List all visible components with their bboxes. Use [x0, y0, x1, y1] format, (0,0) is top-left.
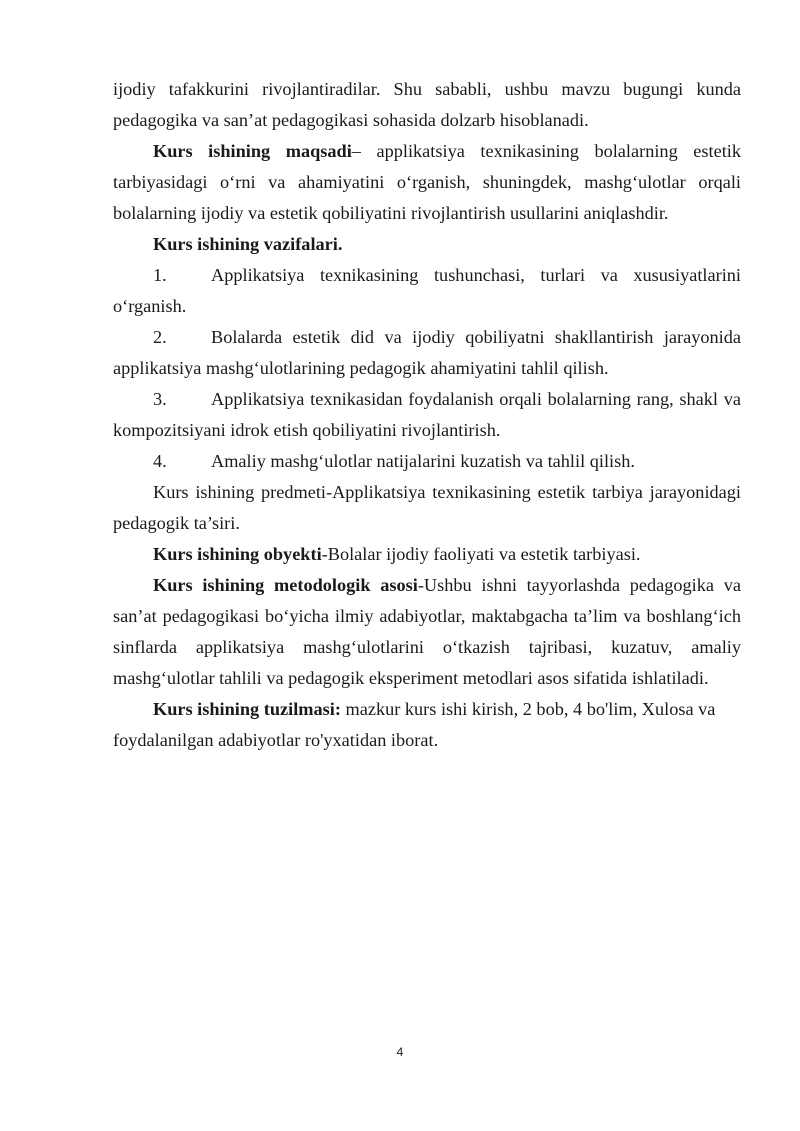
list-item-text: Bolalarda estetik did va ijodiy qobiliyatni shakllantirish jarayonida applikatsiya mashg‘ulotlarining pedagogik ahamiyatini tahlil qilish.	[113, 327, 741, 378]
list-item-number: 3.	[153, 389, 167, 409]
structure-text: mazkur kurs ishi kirish, 2 bob, 4 bo'lim, Xulosa va foydalanilgan adabiyotlar ro'yxatidan iborat.	[113, 699, 716, 750]
structure-label: Kurs ishining tuzilmasi:	[153, 699, 341, 719]
object-text: -Bolalar ijodiy faoliyati va estetik tarbiyasi.	[321, 544, 641, 564]
goal-label: Kurs ishining maqsadi	[153, 141, 352, 161]
document-page	[113, 74, 741, 756]
object-paragraph	[113, 539, 741, 570]
tasks-list	[113, 260, 741, 477]
list-item-number: 4.	[153, 451, 167, 471]
tasks-heading: Kurs ishining vazifalari.	[153, 234, 343, 254]
list-item-text: Applikatsiya texnikasidan foydalanish orqali bolalarning rang, shakl va kompozitsiyani idrok etish qobiliyatini rivojlantirish.	[113, 389, 741, 440]
object-label: Kurs ishining obyekti	[153, 544, 322, 564]
list-item	[113, 260, 741, 322]
list-item-text: Amaliy mashg‘ulotlar natijalarini kuzatish va tahlil qilish.	[211, 451, 635, 471]
list-item-number: 2.	[153, 327, 167, 347]
list-item	[113, 322, 741, 384]
list-item-text: Applikatsiya texnikasining tushunchasi, turlari va xususiyatlarini o‘rganish.	[113, 265, 741, 316]
list-item-number: 1.	[153, 265, 167, 285]
methodology-label: Kurs ishining metodologik asosi	[153, 575, 418, 595]
structure-paragraph	[113, 694, 741, 756]
intro-paragraph: ijodiy tafakkurini rivojlantiradilar. Shu sababli, ushbu mavzu bugungi kunda pedagogika va san’at pedagogikasi sohasida dolzarb hisoblanadi.	[113, 79, 741, 130]
page-number: 4	[396, 1045, 404, 1059]
goal-paragraph	[113, 136, 741, 229]
list-item	[113, 384, 741, 446]
methodology-paragraph	[113, 570, 741, 694]
methodology-text: -Ushbu ishni tayyorlashda pedagogika va san’at pedagogikasi bo‘yicha ilmiy adabiyotlar, maktabgacha ta’lim va boshlang‘ich sinflarda applikatsiya mashg‘ulotlarini o‘tkazish tajribasi, kuzatuv, amaliy mashg‘ulotlar tahlili va pedagogik eksperiment metodlari asos sifatida ishlatiladi.	[113, 575, 741, 688]
subject-paragraph: Kurs ishining predmeti-Applikatsiya texnikasining estetik tarbiya jarayonidagi pedagogik ta’siri.	[113, 482, 741, 533]
list-item	[113, 446, 741, 477]
goal-text: – applikatsiya texnikasining bolalarning estetik tarbiyasidagi o‘rni va ahamiyatini o‘rganish, shuningdek, mashg‘ulotlar orqali bolalarning ijodiy va estetik qobiliyatini rivojlantirish usullarini aniqlashdir.	[113, 141, 741, 223]
